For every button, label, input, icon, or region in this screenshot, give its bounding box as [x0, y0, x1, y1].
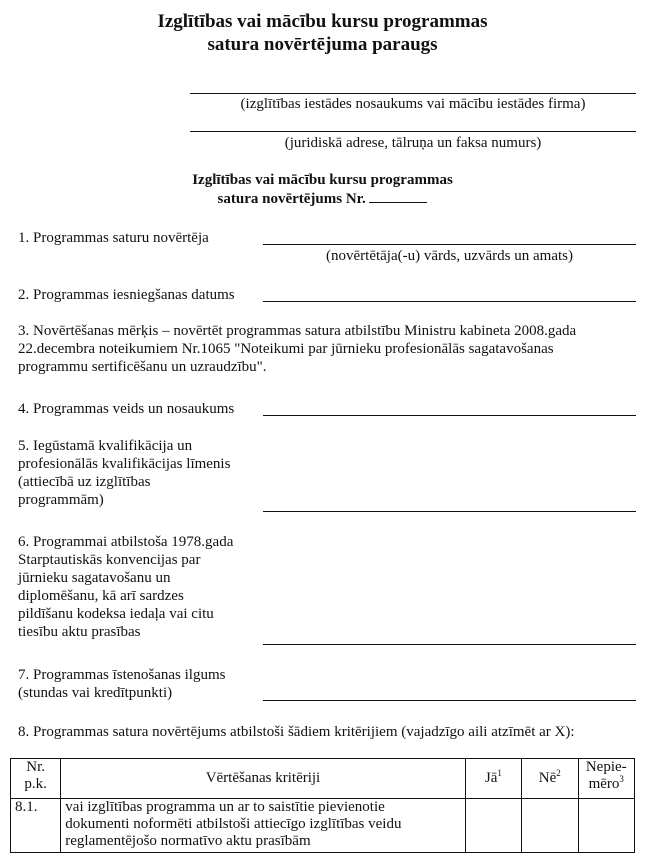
- item-6-label: 6. Programmai atbilstoša 1978.gada Starptautiskās konvencijas par jūrnieku sagatavošanu un diplomēšanu, kā arī sardzes pildīšanu kodeksa iedaļa vai citu tiesību aktu prasības: [18, 534, 234, 640]
- item-2-line[interactable]: [263, 301, 636, 302]
- item-1-caption: (novērtētāja(-u) vārds, uzvārds un amats): [326, 248, 573, 264]
- item-6-line[interactable]: [263, 644, 636, 645]
- address-line[interactable]: [190, 131, 636, 132]
- document-title: [0, 10, 645, 56]
- item-2-label: 2. Programmas iesniegšanas datums: [18, 287, 235, 303]
- row-no-cell[interactable]: [522, 799, 578, 853]
- item-4-line[interactable]: [263, 415, 636, 416]
- col-criteria-header: Vērtēšanas kritēriji: [61, 759, 465, 799]
- col-no-header: $Nē^2$: [522, 759, 578, 799]
- evaluation-number-blank[interactable]: [369, 190, 427, 203]
- row-yes-cell[interactable]: [465, 799, 521, 853]
- criteria-table: [10, 758, 635, 853]
- item-8-text: 8. Programmas satura novērtējums atbilstoši šādiem kritērijiem (vajadzīgo aili atzīmēt ar X):: [18, 724, 575, 740]
- subtitle-line-1: Izglītības vai mācību kursu programmas: [192, 172, 453, 188]
- col-yes-header: $Jā^1$: [465, 759, 521, 799]
- item-4-label: 4. Programmas veids un nosaukums: [18, 401, 235, 417]
- col-na-header: Nepie- mēro$^3$: [578, 759, 634, 799]
- item-5-line[interactable]: [263, 511, 636, 512]
- title-line-2: satura novērtējuma paraugs: [207, 34, 438, 55]
- row-criteria: vai izglītības programma un ar to saistītie pievienotie dokumenti noformēti atbilstoši attiecīgo izglītības veidu reglamentējošo normatīvo aktu prasībām: [61, 799, 465, 853]
- table-header-row: [11, 759, 635, 799]
- item-1-label: 1. Programmas saturu novērtēja: [18, 230, 209, 246]
- item-3-text: 3. Novērtēšanas mērķis – novērtēt programmas satura atbilstību Ministru kabineta 2008.gada 22.decembra noteikumiem Nr.1065 "Noteikumi par jūrnieku profesionālās sagatavošanas programmu sertificēšanu un uzraudzību".: [18, 323, 577, 375]
- evaluation-subtitle: [0, 171, 645, 209]
- table-row: [11, 799, 635, 853]
- item-7-line[interactable]: [263, 700, 636, 701]
- row-na-cell[interactable]: [578, 799, 634, 853]
- title-line-1: Izglītības vai mācību kursu programmas: [157, 11, 488, 32]
- item-1-line[interactable]: [263, 244, 636, 245]
- item-5-label: 5. Iegūstamā kvalifikācija un profesionālās kvalifikācijas līmenis (attiecībā uz izglītības programmām): [18, 438, 231, 508]
- item-7-label: 7. Programmas īstenošanas ilgums (stundas vai kredītpunkti): [18, 667, 226, 701]
- address-caption: (juridiskā adrese, tālruņa un faksa numurs): [284, 135, 542, 151]
- subtitle-line-2: satura novērtējums Nr.: [0, 190, 645, 209]
- institution-line[interactable]: [190, 93, 636, 94]
- col-nr-header: Nr. p.k.: [11, 759, 61, 799]
- row-nr: 8.1.: [11, 799, 61, 853]
- institution-caption: (izglītības iestādes nosaukums vai mācību iestādes firma): [240, 96, 586, 112]
